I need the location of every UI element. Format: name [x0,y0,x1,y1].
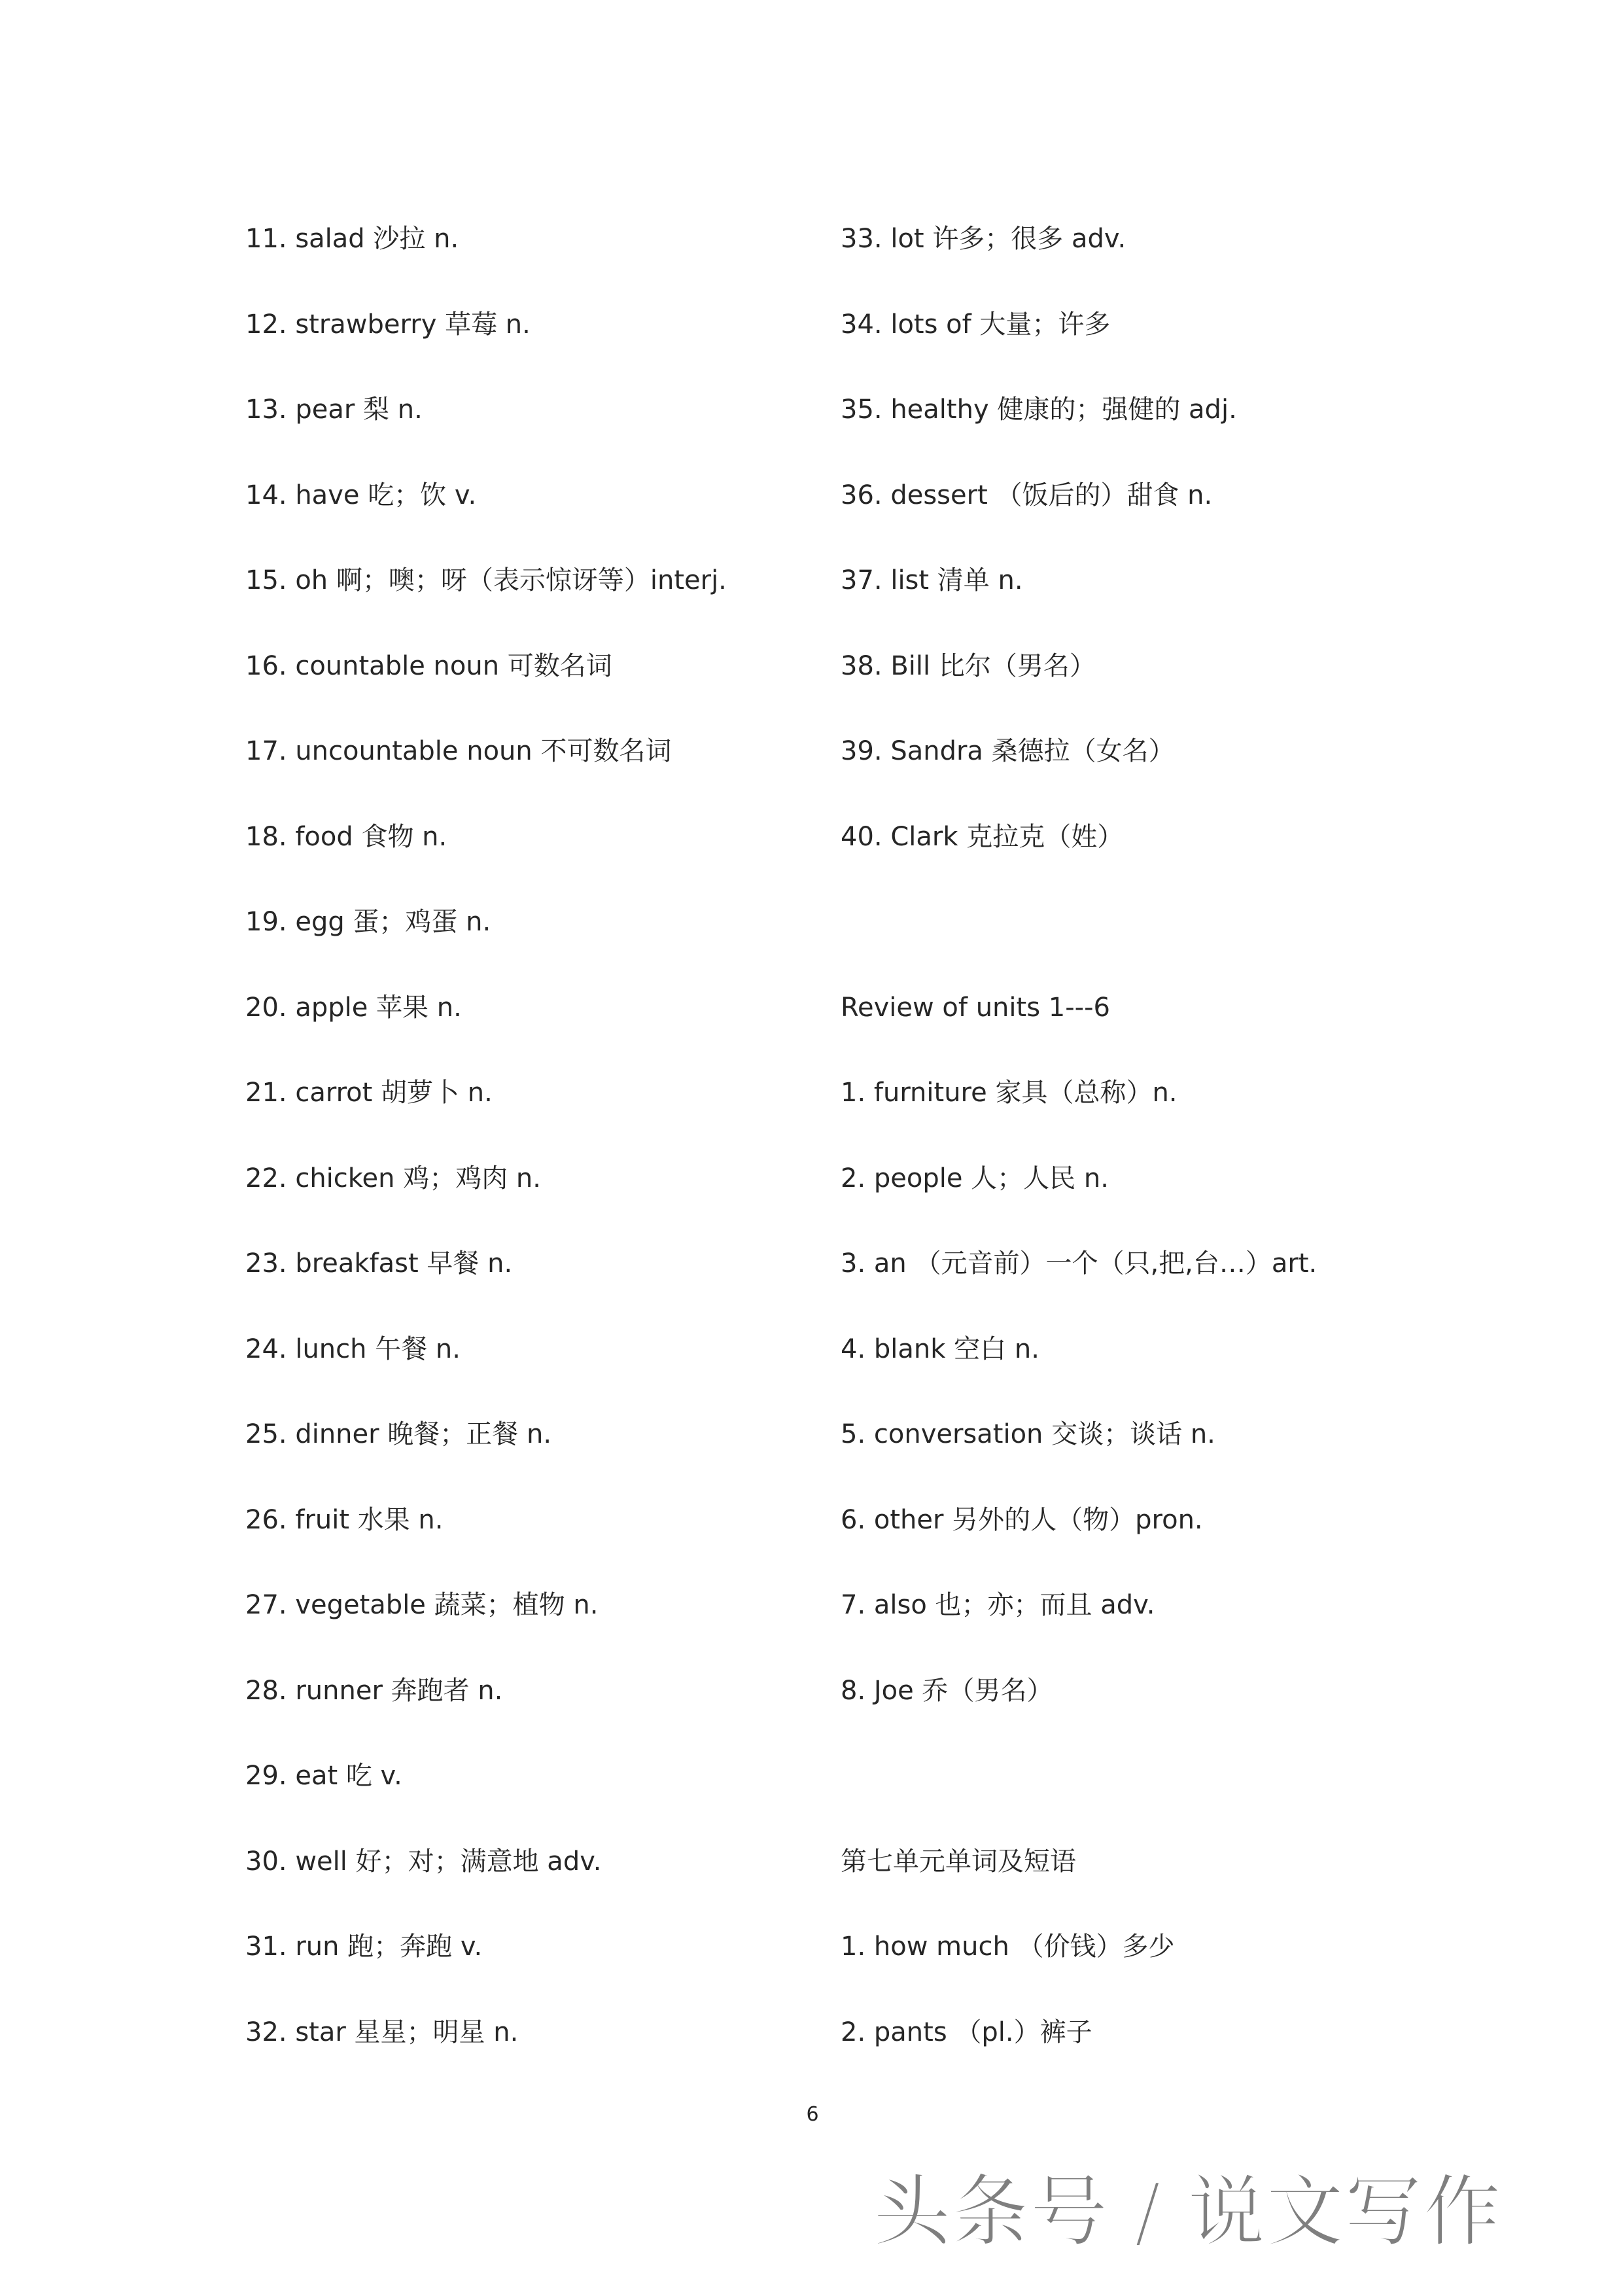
vocab-entry: 16. countable noun 可数名词 [245,651,612,681]
vocab-entry: 24. lunch 午餐 n. [245,1334,461,1364]
vocab-entry: 1. furniture 家具（总称）n. [841,1078,1178,1108]
vocab-entry: 5. conversation 交谈；谈话 n. [841,1419,1215,1449]
watermark-text: 头条号 / 说文写作 [873,2166,1502,2257]
vocab-entry: 11. salad 沙拉 n. [245,224,459,254]
vocab-entry: 23. breakfast 早餐 n. [245,1248,513,1279]
vocab-entry: 12. strawberry 草莓 n. [245,309,531,340]
vocab-entry: 2. people 人；人民 n. [841,1163,1109,1193]
vocab-entry: 19. egg 蛋；鸡蛋 n. [245,907,491,937]
vocab-entry: 27. vegetable 蔬菜；植物 n. [245,1590,599,1620]
vocab-entry: 22. chicken 鸡；鸡肉 n. [245,1163,541,1193]
vocab-entry: 4. blank 空白 n. [841,1334,1039,1364]
vocab-entry: 7. also 也；亦；而且 adv. [841,1590,1155,1620]
vocab-entry: 21. carrot 胡萝卜 n. [245,1078,493,1108]
vocab-entry: 14. have 吃；饮 v. [245,480,477,510]
vocab-entry: 15. oh 啊；噢；呀（表示惊讶等）interj. [245,565,727,595]
vocab-entry: 31. run 跑；奔跑 v. [245,1932,483,1962]
vocab-entry: 18. food 食物 n. [245,822,447,852]
vocab-entry: 3. an （元音前）一个（只,把,台…）art. [841,1248,1318,1279]
vocab-entry: 39. Sandra 桑德拉（女名） [841,736,1175,766]
vocab-entry: 2. pants （pl.）裤子 [841,2017,1092,2047]
vocab-entry: 36. dessert （饭后的）甜食 n. [841,480,1213,510]
vocab-entry: 33. lot 许多；很多 adv. [841,224,1126,254]
vocab-entry: 17. uncountable noun 不可数名词 [245,736,672,766]
vocab-entry: 13. pear 梨 n. [245,395,423,425]
vocab-entry: 29. eat 吃 v. [245,1761,402,1791]
vocab-entry: 35. healthy 健康的；强健的 adj. [841,395,1237,425]
vocab-entry: 8. Joe 乔（男名） [841,1676,1053,1706]
vocab-entry: 37. list 清单 n. [841,565,1023,595]
vocab-entry: 28. runner 奔跑者 n. [245,1676,503,1706]
vocab-entry: Review of units 1---6 [841,993,1110,1023]
vocab-entry: 34. lots of 大量；许多 [841,309,1111,340]
vocab-entry: 32. star 星星；明星 n. [245,2017,519,2047]
vocab-entry: 40. Clark 克拉克（姓） [841,822,1124,852]
vocab-entry: 38. Bill 比尔（男名） [841,651,1096,681]
vocab-entry: 30. well 好；对；满意地 adv. [245,1846,602,1877]
vocab-entry: 6. other 另外的人（物）pron. [841,1505,1203,1535]
vocab-entry: 26. fruit 水果 n. [245,1505,444,1535]
vocab-entry: 第七单元单词及短语 [841,1846,1076,1877]
vocab-entry: 20. apple 苹果 n. [245,993,462,1023]
page-number: 6 [806,2103,819,2126]
vocab-entry: 1. how much （价钱）多少 [841,1932,1175,1962]
vocab-entry: 25. dinner 晚餐；正餐 n. [245,1419,552,1449]
